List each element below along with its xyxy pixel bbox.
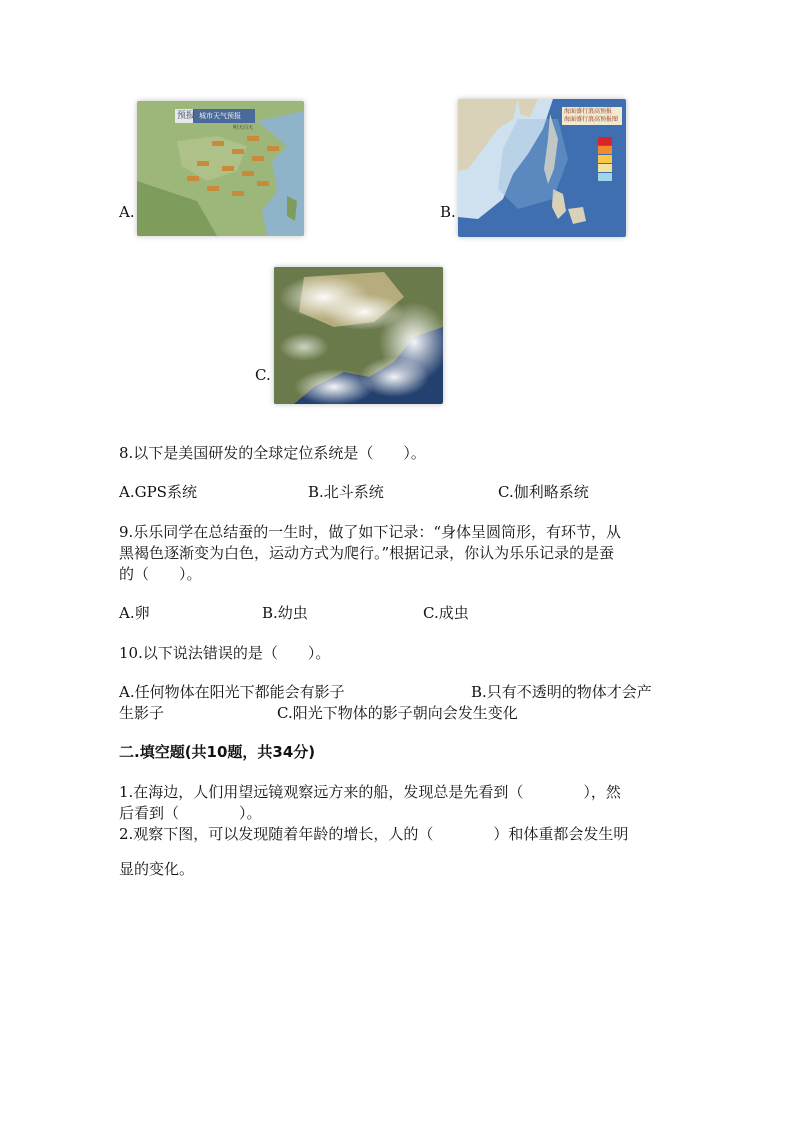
sea-map-title-line2: 海面盛行浪高预报图	[564, 116, 619, 123]
question-10-option-a: A.任何物体在阳光下都能会有影子	[119, 683, 345, 701]
question-8-option-c: C.伽利略系统	[498, 483, 589, 501]
question-10-option-b-line2: 生影子	[119, 704, 165, 722]
option-b-label: B.	[440, 203, 456, 221]
sea-map-title-line1: 海面盛行浪高预报	[564, 108, 613, 115]
sea-wave-forecast-map-image	[458, 99, 626, 237]
question-10-option-c: C.阳光下物体的影子朝向会发生变化	[277, 704, 518, 722]
satellite-illustration	[274, 267, 443, 404]
question-10-option-b-line1: B.只有不透明的物体才会产	[471, 683, 652, 701]
question-9-option-b: B.幼虫	[262, 604, 308, 622]
weather-forecast-map-image	[137, 101, 304, 236]
question-9-stem-line3: 的（ ）。	[119, 565, 202, 583]
option-a-label: A.	[119, 203, 135, 221]
fill-question-1-line2: 后看到（ ）。	[119, 804, 262, 822]
weather-map-badge: 预报	[177, 111, 196, 121]
question-8-option-a: A.GPS系统	[119, 483, 197, 501]
question-8-stem: 8.以下是美国研发的全球定位系统是（ ）。	[119, 444, 426, 462]
fill-question-1-line1: 1.在海边，人们用望远镜观察远方来的船，发现总是先看到（ ），然	[119, 783, 621, 801]
question-9-option-a: A.卵	[119, 604, 150, 622]
weather-map-illustration	[137, 101, 304, 236]
weather-map-title: 城市天气预报	[199, 112, 241, 120]
weather-map-subtitle: 明天白天	[233, 125, 254, 131]
question-9-stem-line1: 9.乐乐同学在总结蚕的一生时，做了如下记录：“身体呈圆筒形，有环节，从	[119, 523, 621, 541]
satellite-cloud-image	[274, 267, 443, 404]
question-10-stem: 10.以下说法错误的是（ ）。	[119, 644, 331, 662]
section-2-heading: 二.填空题(共10题，共34分)	[119, 743, 316, 761]
option-c-label: C.	[255, 366, 271, 384]
question-8-option-b: B.北斗系统	[308, 483, 384, 501]
question-9-option-c: C.成虫	[423, 604, 469, 622]
fill-question-2-line1: 2.观察下图，可以发现随着年龄的增长，人的（ ）和体重都会发生明	[119, 825, 629, 843]
question-9-stem-line2: 黑褐色逐渐变为白色，运动方式为爬行。”根据记录，你认为乐乐记录的是蚕	[119, 544, 615, 562]
fill-question-2-line2: 显的变化。	[119, 860, 195, 878]
